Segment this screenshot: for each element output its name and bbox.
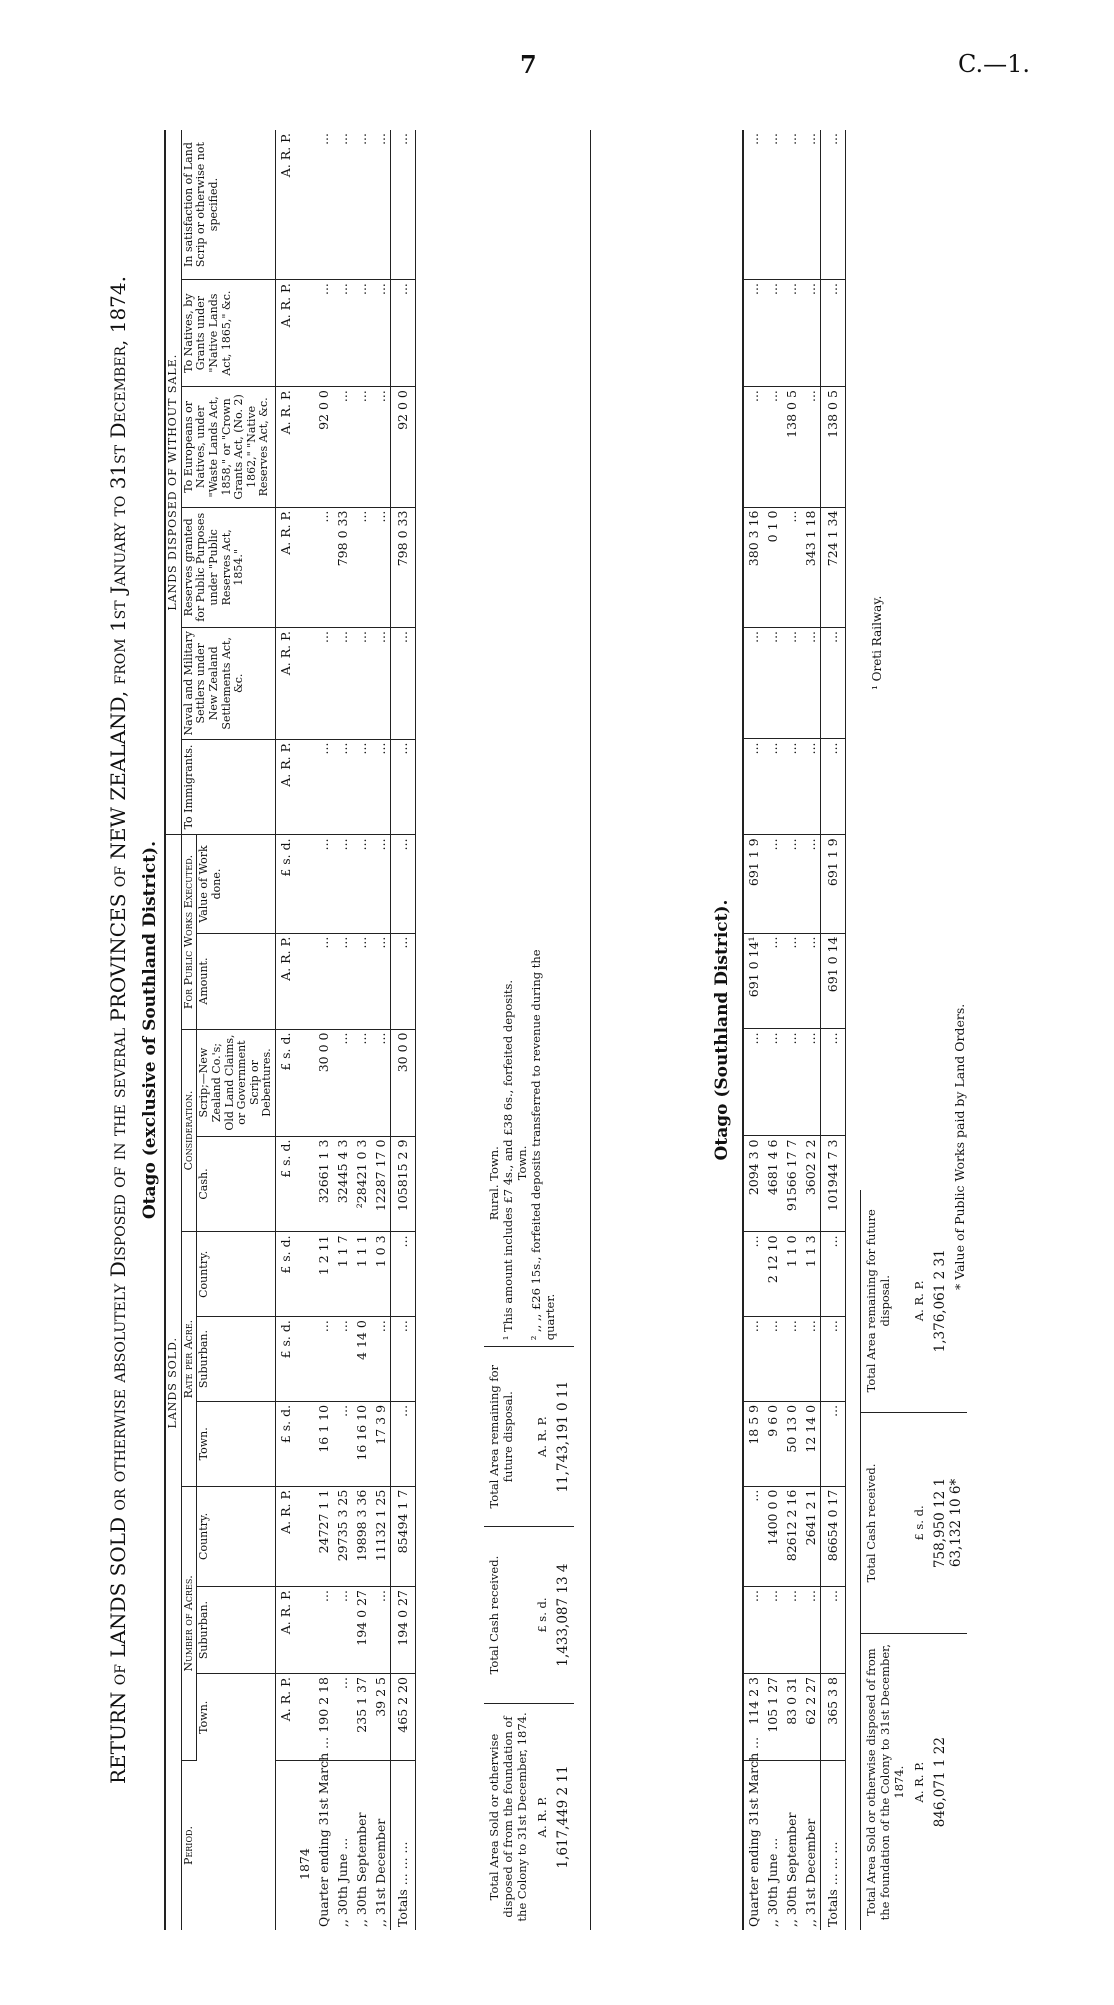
returns-table-otago [164,130,416,1930]
total-natives: ... [821,280,846,387]
cell-rate-sub: ... [314,1317,333,1402]
cell-rate-sub: ... [333,1317,352,1402]
cell-scrip: ... [371,1029,391,1136]
cell-naval: ... [743,627,763,739]
unit: £ s. d. [276,1401,296,1486]
cell-europeans: ... [801,387,821,507]
public-works-header: For Public Works Executed. [181,835,197,1029]
rotated-return-table [100,130,980,1930]
cell-reserves: 798 0 33 [333,507,352,627]
returns-table-southland [742,130,846,1930]
unit: A. R. P. [276,739,296,835]
cash-value-line: 758,950 12 1 [932,1477,948,1569]
unit: A. R. P. [912,1761,926,1803]
cell-cash: ²28421 0 3 [352,1136,371,1232]
cell-town: 235 1 37 [352,1674,371,1761]
total-suburban: 194 0 27 [391,1587,416,1674]
cell-suburban: ... [333,1587,352,1674]
cell-satisfaction: ... [371,130,391,280]
naval-header: Naval and Military Settlers under New Zealand Settlements Act, &c. [181,628,275,740]
cell-naval: ... [333,628,352,740]
page-reference: C.—1. [958,50,1031,78]
unit: A. R. P. [276,387,296,507]
cell-cash: 4681 4 6 [763,1136,782,1232]
unit: £ s. d. [276,1136,296,1232]
cell-scrip: ... [801,1029,821,1136]
table-row [743,130,763,1930]
note-rural-town: Rural. Town. [487,1146,501,1221]
unit: £ s. d. [532,1527,552,1704]
cell-suburban: ... [782,1587,801,1674]
pw-amount-header: Amount. [197,933,276,1029]
unit: A. R. P. [532,1347,552,1527]
number-of-acres-header: Number of Acres. [181,1486,197,1760]
document-title: RETURN of LANDS SOLD or otherwise absolutely Disposed of in the several PROVINCES of NEW ZEALAND, from 1st January to 31st December, 1874. [106,276,130,1784]
total-immigrants: ... [821,739,846,835]
cell-suburban: ... [314,1587,333,1674]
natives-header: To Natives, by Grants under "Native Lands Act, 1865," &c. [181,280,275,387]
town-rate-header: Town. [197,1401,276,1486]
cell-pw-amount: ... [801,933,821,1029]
unit: £ s. d. [276,1232,296,1317]
total-naval: ... [821,627,846,739]
total-rate-town: ... [821,1401,846,1486]
cell-rate-town: 50 13 0 [782,1401,801,1486]
cell-pw-value: ... [352,835,371,933]
cell-rate-town: 18 5 9 [743,1401,763,1486]
cell-satisfaction: ... [352,130,371,280]
suburban-rate-header: Suburban. [197,1317,276,1402]
table-row [782,130,801,1930]
consideration-header: Consideration. [181,1029,197,1232]
total-pw-amount: ... [391,933,416,1029]
unit: A. R. P. [276,1486,296,1586]
period-header: Period. [181,1826,195,1865]
table-row [763,130,782,1930]
reserves-header: Reserves granted for Public Purposes under "Public Reserves Act, 1854." [181,507,275,627]
cell-period: Quarter ending 31st March ... [316,1736,332,1927]
notes-block [484,910,574,1347]
year-row [295,130,314,1930]
cell-rate-town: ... [333,1401,352,1486]
cell-immigrants: ... [314,739,333,835]
cell-cash: 12287 17 0 [371,1136,391,1232]
cell-satisfaction: ... [801,130,821,280]
cell-pw-amount: ... [763,933,782,1029]
suburban-acres-header: Suburban. [197,1587,276,1674]
units-row [276,130,296,1930]
total-area-value: 1,617,449 2 11 [555,1765,571,1869]
cell-country: 29735 3 25 [333,1486,352,1586]
cash-value-line: 63,132 10 6* [948,1478,964,1568]
cell-reserves: ... [314,507,333,627]
cell-pw-value: ... [782,835,801,933]
total-cash: 101944 7 3 [821,1136,846,1232]
total-cash-label: Total Cash received. [861,1412,910,1634]
cell-satisfaction: ... [333,130,352,280]
cell-natives: ... [333,280,352,387]
cell-period: ,, 30th September [354,1812,370,1927]
cell-town: 190 2 18 [314,1674,333,1761]
total-period: Totals ... ... ... [391,1761,416,1931]
cell-suburban: ... [801,1587,821,1674]
unit: A. R. P. [276,130,296,280]
total-natives: ... [391,280,416,387]
unit: £ s. d. [276,1029,296,1136]
cell-rate-country: 1 1 7 [333,1232,352,1317]
cell-satisfaction: ... [314,130,333,280]
cell-reserves: ... [352,507,371,627]
cell-country: 19898 3 36 [352,1486,371,1586]
cell-country: 1400 0 0 [763,1486,782,1586]
table-row [801,130,821,1930]
total-pw-amount: 691 0 14 [821,933,846,1029]
cell-satisfaction: ... [782,130,801,280]
total-cash: 105815 2 9 [391,1136,416,1232]
remaining-area-label: Total Area remaining for future disposal. [484,1347,532,1527]
cell-natives: ... [743,280,763,387]
table-row [314,130,333,1930]
note-town: Town. [515,1145,529,1181]
total-europeans: 138 0 5 [821,387,846,507]
note-1: ¹ This amount includes £7 4s., and £38 6s., forfeited deposits. [501,979,515,1341]
cell-naval: ... [371,628,391,740]
lands-disposed-heading: LANDS DISPOSED OF WITHOUT SALE. [165,130,181,835]
cell-europeans: ... [371,387,391,507]
cell-rate-town: 12 14 0 [801,1401,821,1486]
cell-town: 39 2 5 [371,1674,391,1761]
cell-country: 24727 1 1 [314,1486,333,1586]
cell-naval: ... [314,628,333,740]
footnote-public-works: * Value of Public Works paid by Land Orders. [952,1003,967,1290]
cell-pw-amount: ... [352,933,371,1029]
year-label: 1874 [297,1848,313,1880]
total-cash-label: Total Cash received. [484,1527,532,1704]
cell-period: ,, 30th June ... [765,1837,780,1927]
cell-rate-country: 1 0 3 [371,1232,391,1317]
total-scrip: 30 0 0 [391,1029,416,1136]
unit: A. R. P. [276,933,296,1029]
total-satisfaction: ... [391,130,416,280]
europeans-header: To Europeans or Natives, under "Waste Lands Act, 1858," or "Crown Grants Act, (No. 2) 1862," "Native Reserves Act, &c. [181,387,275,507]
scrip-header: Scrip;—New Zealand Co.'s; Old Land Claims, or Government Scrip or Debentures. [197,1029,276,1136]
total-period: Totals ... ... ... [821,1760,846,1930]
unit: A. R. P. [276,628,296,740]
cell-period: ,, 30th September [784,1812,799,1927]
total-area-label: Total Area Sold or otherwise disposed of from the foundation of the Colony to 31st December, 1874. [864,1643,906,1921]
cell-naval: ... [763,627,782,739]
cell-rate-country: ... [743,1232,763,1317]
section-divider [590,130,591,1930]
total-cash-value [929,1412,967,1634]
cell-pw-value: ... [333,835,352,933]
cell-europeans: ... [352,387,371,507]
country-acres-header: Country. [197,1486,276,1586]
total-naval: ... [391,628,416,740]
unit: A. R. P. [276,280,296,387]
cell-rate-town: 9 6 0 [763,1401,782,1486]
cell-country: 82612 2 16 [782,1486,801,1586]
immigrants-header: To Immigrants. [181,739,275,835]
total-reserves: 724 1 34 [821,507,846,627]
pw-value-header: Value of Work done. [197,835,276,933]
cell-immigrants: ... [763,739,782,835]
table-row [352,130,371,1930]
cell-naval: ... [352,628,371,740]
cell-rate-town: 17 3 9 [371,1401,391,1486]
cell-pw-amount: 691 0 14¹ [743,933,763,1029]
total-rate-sub: ... [391,1317,416,1402]
cell-pw-value: ... [801,835,821,933]
total-suburban: ... [821,1587,846,1674]
cell-rate-sub: ... [801,1317,821,1402]
total-area-label: Total Area Sold or otherwise disposed of from the foundation of the Colony to 31st December, 1874. [487,1712,529,1922]
cell-naval: ... [782,627,801,739]
cell-immigrants: ... [352,739,371,835]
cell-suburban: ... [743,1587,763,1674]
cell-reserves: ... [371,507,391,627]
cell-scrip: ... [763,1029,782,1136]
satisfaction-header: In satisfaction of Land Scrip or otherwise not specified. [181,130,275,280]
cell-natives: ... [314,280,333,387]
cell-pw-value: 691 1 9 [743,835,763,933]
railway-note: ¹ Oreti Railway. [870,595,884,690]
cell-rate-sub: ... [763,1317,782,1402]
total-town: 365 3 8 [821,1674,846,1761]
cell-period: ,, 31st December [803,1818,818,1927]
country-rate-header: Country. [197,1232,276,1317]
unit: A. R. P. [276,507,296,627]
cell-pw-value: ... [371,835,391,933]
cell-europeans: ... [743,387,763,507]
cell-period: ,, 31st December [373,1818,389,1927]
total-rate-country: ... [391,1232,416,1317]
cell-europeans: ... [333,387,352,507]
unit: £ s. d. [909,1412,929,1634]
cell-reserves: ... [782,507,801,627]
totals-row [821,130,846,1930]
total-rate-town: ... [391,1401,416,1486]
cell-pw-amount: ... [333,933,352,1029]
lands-sold-heading: LANDS SOLD. [166,1336,179,1429]
cell-cash: 91566 17 7 [782,1136,801,1232]
summary-otago [484,910,574,1930]
cell-period: Quarter ending 31st March ... [746,1736,761,1927]
cell-immigrants: ... [371,739,391,835]
unit: £ s. d. [276,1317,296,1402]
cell-immigrants: ... [333,739,352,835]
unit: A. R. P. [535,1796,549,1838]
total-country: 86654 0 17 [821,1486,846,1586]
cell-town: 62 2 27 [801,1674,821,1761]
cell-europeans: ... [763,387,782,507]
total-satisfaction: ... [821,130,846,280]
cell-rate-town: 16 1 10 [314,1401,333,1486]
cell-cash: 2094 3 0 [743,1136,763,1232]
cell-rate-country: 1 2 11 [314,1232,333,1317]
cell-pw-value: ... [763,835,782,933]
cell-europeans: 138 0 5 [782,387,801,507]
cell-pw-amount: ... [782,933,801,1029]
cell-pw-value: ... [314,835,333,933]
cell-satisfaction: ... [763,130,782,280]
total-pw-value: 691 1 9 [821,835,846,933]
cash-header: Cash. [197,1136,276,1232]
total-pw-value: ... [391,835,416,933]
town-acres-header: Town. [197,1700,211,1734]
cell-natives: ... [352,280,371,387]
cell-town: ... [333,1674,352,1761]
cell-pw-amount: ... [314,933,333,1029]
remaining-area-value: 11,743,191 0 11 [552,1347,574,1527]
cell-natives: ... [763,280,782,387]
cell-suburban: ... [763,1587,782,1674]
note-2: ² ,, ,, £26 15s., forfeited deposits transferred to revenue during the quarter. [529,949,557,1341]
cell-satisfaction: ... [743,130,763,280]
cell-scrip: 30 0 0 [314,1029,333,1136]
cell-country: 2641 2 1 [801,1486,821,1586]
cell-pw-amount: ... [371,933,391,1029]
cell-town: 83 0 31 [782,1674,801,1761]
cell-rate-town: 16 16 10 [352,1401,371,1486]
cell-cash: 32445 4 3 [333,1136,352,1232]
cell-rate-sub: 4 14 0 [352,1317,371,1402]
total-rate-country: ... [821,1232,846,1317]
cell-rate-country: 1 1 1 [352,1232,371,1317]
cell-rate-sub: ... [782,1317,801,1402]
page-number: 7 [520,50,537,79]
total-town: 465 2 20 [391,1674,416,1761]
total-rate-sub: ... [821,1317,846,1402]
unit: A. R. P. [276,1587,296,1674]
table-row [371,130,391,1930]
cell-rate-sub: ... [743,1317,763,1402]
totals-row [391,130,416,1930]
cell-suburban: ... [371,1587,391,1674]
cell-reserves: 380 3 16 [743,507,763,627]
unit: £ s. d. [276,835,296,933]
remaining-area-label: Total Area remaining for future disposal. [861,1190,910,1412]
cell-immigrants: ... [743,739,763,835]
cell-town: 105 1 27 [763,1674,782,1761]
cell-reserves: 0 1 0 [763,507,782,627]
cell-rate-sub: ... [371,1317,391,1402]
cell-rate-country: 1 1 0 [782,1232,801,1317]
total-area-value: 846,071 1 22 [932,1737,948,1828]
cell-scrip: ... [352,1029,371,1136]
cell-scrip: ... [782,1029,801,1136]
section-heading-southland: Otago (Southland District). [712,899,732,1161]
cell-natives: ... [782,280,801,387]
section-heading-otago: Otago (exclusive of Southland District). [140,840,160,1220]
cell-immigrants: ... [801,739,821,835]
remaining-area-value: 1,376,061 2 31 [929,1190,967,1412]
total-country: 85494 1 7 [391,1486,416,1586]
cell-europeans: 92 0 0 [314,387,333,507]
cell-rate-country: 2 12 10 [763,1232,782,1317]
cell-naval: ... [801,627,821,739]
cell-natives: ... [371,280,391,387]
cell-scrip: ... [743,1029,763,1136]
cell-suburban: 194 0 27 [352,1587,371,1674]
cell-immigrants: ... [782,739,801,835]
rate-per-acre-header: Rate per Acre. [181,1232,197,1486]
cell-reserves: 343 1 18 [801,507,821,627]
total-immigrants: ... [391,739,416,835]
cell-country: 11132 1 25 [371,1486,391,1586]
total-cash-value: 1,433,087 13 4 [552,1527,574,1704]
cell-rate-country: 1 1 3 [801,1232,821,1317]
cell-country: ... [743,1486,763,1586]
total-europeans: 92 0 0 [391,387,416,507]
table-row [333,130,352,1930]
summary-southland [860,1190,967,1930]
cell-cash: 3602 2 2 [801,1136,821,1232]
unit: A. R. P. [909,1190,929,1412]
cell-town: 114 2 3 [743,1674,763,1761]
cell-period: ,, 30th June ... [335,1837,351,1927]
cell-cash: 32661 1 3 [314,1136,333,1232]
cell-natives: ... [801,280,821,387]
unit: A. R. P. [276,1674,296,1761]
total-reserves: 798 0 33 [391,507,416,627]
total-scrip: ... [821,1029,846,1136]
cell-scrip: ... [333,1029,352,1136]
